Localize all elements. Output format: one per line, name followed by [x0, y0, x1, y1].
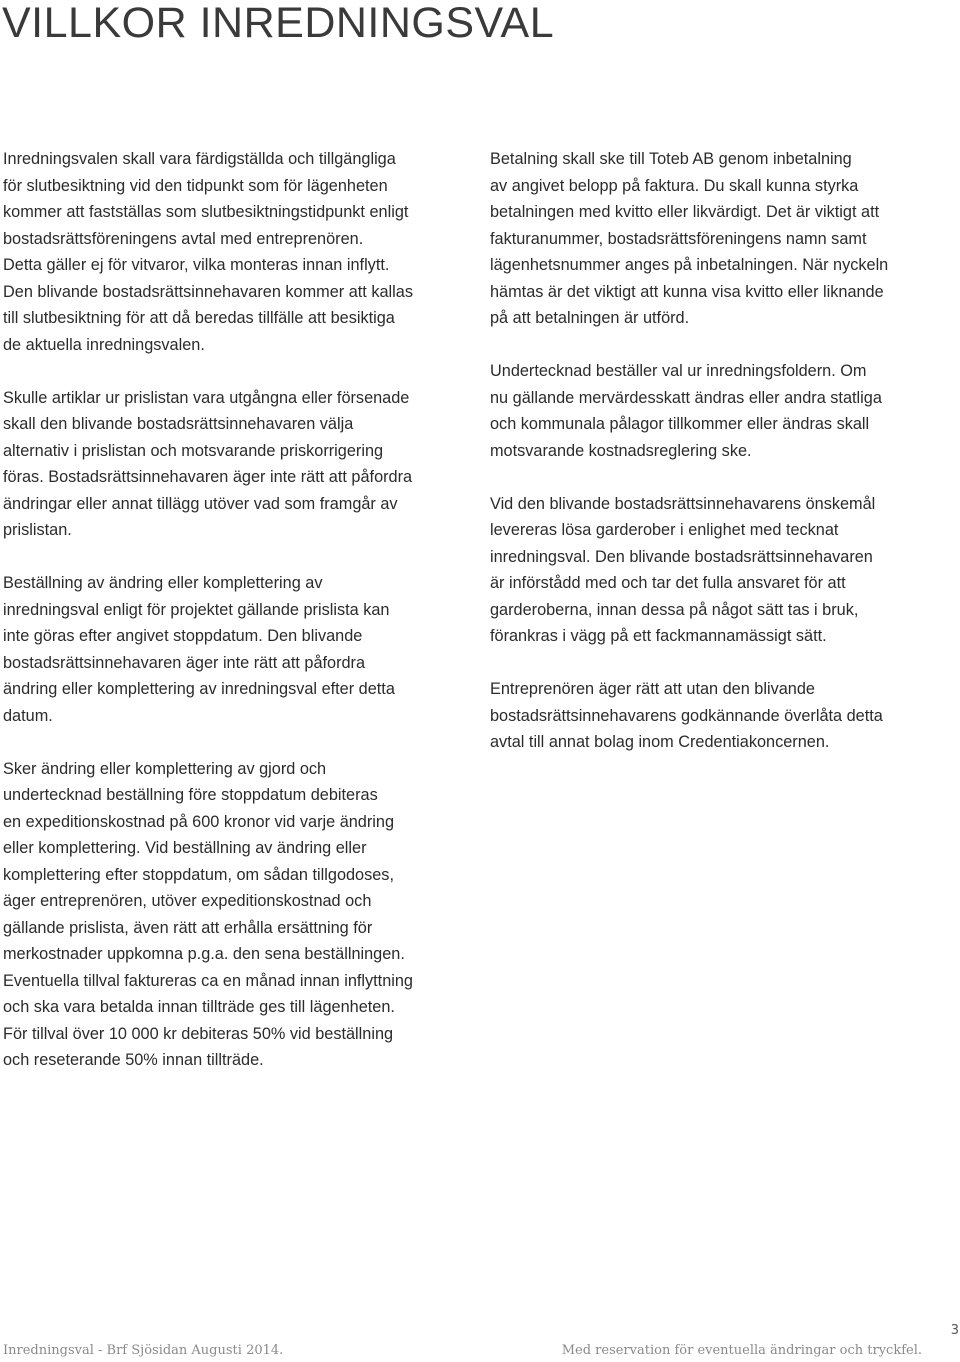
- footer-document-info: Inredningsval - Brf Sjösidan Augusti 2014.: [3, 1343, 284, 1358]
- page-title: VILLKOR INREDNINGSVAL: [2, 0, 555, 47]
- paragraph-change-orders: Beställning av ändring eller komplettering av inredningsval enligt för projektet gällande prislista kan inte göras efter angivet stoppdatum. Den blivande bostadsrättsinnehavaren äger inte rätt att påfordra ändring eller komplettering av inredningsval efter detta datum.: [3, 574, 395, 725]
- paragraph-change-fees: Sker ändring eller komplettering av gjord och undertecknad beställning före stoppdatum debiteras en expeditionskostnad på 600 kronor vid varje ändring eller komplettering. Vid beställning av ändring eller komplettering efter stoppdatum, om sådan tillgodoses, äger entreprenören, utöver expeditionskostnad och gällande prislista, även rätt att erhålla ersättning för merkostnader uppkomna p.g.a. den sena beställningen. Eventuella tillval faktureras ca en månad innan inflyttning och ska vara betalda innan tillträde ges till lägenheten. För tillval över 10 000 kr debiteras 50% vid beställning och reseterande 50% innan tillträde.: [3, 759, 413, 1069]
- footer-disclaimer: Med reservation för eventuella ändringar och tryckfel.: [561, 1343, 922, 1358]
- paragraph-completion-requirements: Inredningsvalen skall vara färdigställda och tillgängliga för slutbesiktning vid den tidpunkt som för lägenheten kommer att fastställas som slutbesiktningstidpunkt enligt bostadsrättsföreningens avtal med entreprenören. Detta gäller ej för vitvaror, vilka monteras innan inflytt. Den blivande bostadsrättsinnehavaren kommer att kallas till slutbesiktning för att då beredas tillfälle att besiktiga de aktuella inredningsvalen.: [3, 150, 413, 354]
- paragraph-payment: Betalning skall ske till Toteb AB genom inbetalning av angivet belopp på faktura. Du skall kunna styrka betalningen med kvitto eller likvärdigt. Det är viktigt att fakturanummer, bostadsrättsföreningens namn samt lägenhetsnummer anges på inbetalningen. När nyckeln hämtas är det viktigt att kunna visa kvitto eller liknande på att betalningen är utförd.: [490, 150, 889, 327]
- left-column: [3, 146, 473, 1100]
- right-column: [490, 146, 938, 782]
- paragraph-discontinued-items: Skulle artiklar ur prislistan vara utgångna eller försenade skall den blivande bostadsrättsinnehavaren välja alternativ i prislistan och motsvarande priskorrigering föras. Bostadsrättsinnehavaren äger inte rätt att påfordra ändringar eller annat tillägg utöver vad som framgår av prislistan.: [3, 388, 413, 539]
- page-number: 3: [950, 1323, 959, 1338]
- paragraph-vat-adjustment: Undertecknad beställer val ur inredningsfoldern. Om nu gällande mervärdesskatt ändras eller andra statliga och kommunala pålagor tillkommer eller ändras skall motsvarande kostnadsreglering ske.: [490, 362, 882, 460]
- paragraph-wardrobes: Vid den blivande bostadsrättsinnehavarens önskemål levereras lösa garderober i enlighet med tecknat inredningsval. Den blivande bostadsrättsinnehavaren är införstådd med och tar det fulla ansvaret för att garderoberna, innan dessa på något sätt tas i bruk, förankras i vägg på ett fackmannamässigt sätt.: [490, 494, 876, 645]
- paragraph-contract-transfer: Entreprenören äger rätt att utan den blivande bostadsrättsinnehavarens godkännande överlåta detta avtal till annat bolag inom Credentiakoncernen.: [490, 680, 883, 751]
